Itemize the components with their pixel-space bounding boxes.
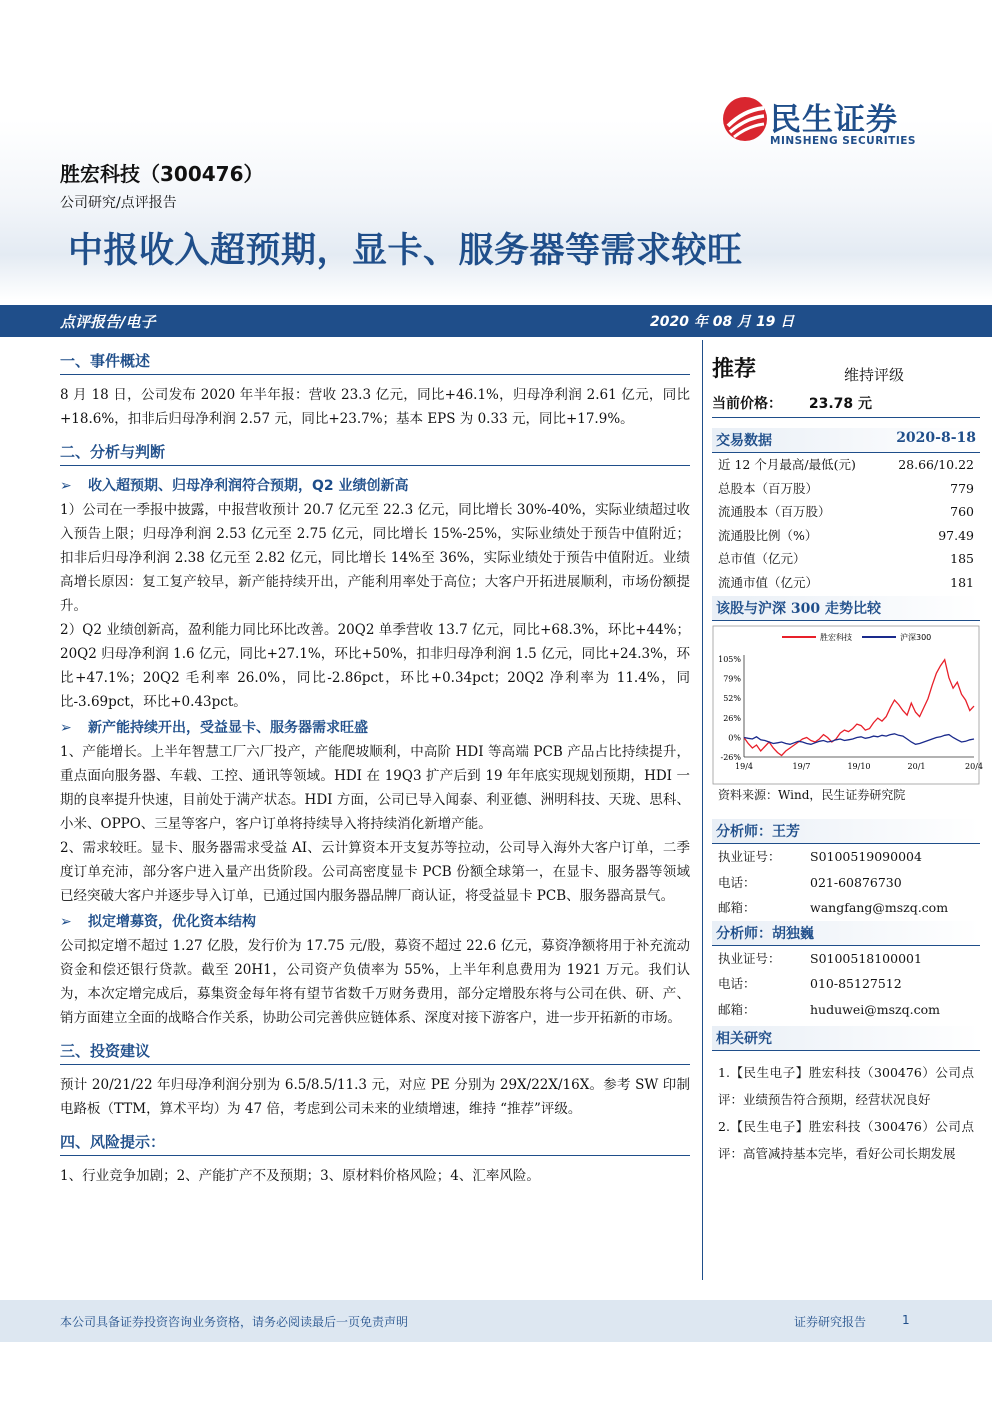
rating-block xyxy=(712,352,980,418)
trade-key: 流通股比例（%） xyxy=(718,527,818,543)
report-date: 2020 年 08 月 19 日 xyxy=(650,314,795,330)
section-event-text: 8 月 18 日，公司发布 2020 年半年报：营收 23.3 亿元，同比+46.1%，归母净利润 2.61 亿元，同比+18.6%，扣非后归母净利润 2.57 元，同比+23.7%；基本 EPS 为 0.33 元，同比+17.9%。 xyxy=(60,387,690,427)
price-value: 23.78 元 xyxy=(808,396,873,412)
related-header xyxy=(712,1026,980,1051)
trade-key: 流通股本（百万股） xyxy=(718,504,831,519)
related-item: 2.【民生电子】胜宏科技（300476）公司点评：高管减持基本完毕，看好公司长期发展 xyxy=(718,1119,974,1161)
analyst1-title: 分析师：王芳 xyxy=(716,824,800,840)
trade-row xyxy=(712,477,980,501)
related-list xyxy=(712,1059,980,1167)
trade-value: 185 xyxy=(950,551,974,566)
chart-frame xyxy=(713,626,979,784)
subheading-placement xyxy=(60,910,690,934)
contact-row xyxy=(712,971,980,997)
trade-key: 总市值（亿元） xyxy=(718,551,806,566)
contact-key: 邮箱： xyxy=(718,900,756,915)
page-number: 1 xyxy=(902,1313,910,1327)
contact-row xyxy=(712,870,980,896)
price-chart xyxy=(712,625,983,785)
contact-key: 电话： xyxy=(718,976,756,991)
trade-value: 779 xyxy=(950,480,974,496)
analyst2-header xyxy=(712,921,980,946)
section-risk-text: 1、行业竞争加剧；2、产能扩产不及预期；3、原材料价格风险；4、汇率风险。 xyxy=(60,1168,540,1184)
section-risk-title: 四、风险提示： xyxy=(60,1131,690,1156)
logo-emblem-icon xyxy=(722,96,768,142)
section-investment-title: 三、投资建议 xyxy=(60,1040,690,1065)
legend-label: 沪深300 xyxy=(900,633,932,642)
chart-source: 资料来源：Wind，民生证券研究院 xyxy=(718,788,906,802)
trade-key: 流通市值（亿元） xyxy=(718,574,819,590)
current-price xyxy=(712,393,980,413)
legend-label: 胜宏科技 xyxy=(820,633,852,642)
column-divider xyxy=(702,340,703,1280)
trade-row xyxy=(712,500,980,524)
x-tick-label: 19/10 xyxy=(847,762,871,771)
contact-value: S0100519090004 xyxy=(810,849,922,864)
arrow-bullet-icon: ➢ xyxy=(60,478,72,494)
contact-value: huduwei@mszq.com xyxy=(810,1001,940,1017)
company-logo xyxy=(722,94,952,156)
trade-row xyxy=(712,547,980,571)
paragraph-capacity: 1、产能增长。上半年智慧工厂六厂投产，产能爬坡顺利，中高阶 HDI 等高端 PCB 产品占比持续提升，重点面向服务器、车载、工控、通讯等领域。HDI 在 19Q3 扩产后到 19 年年底实现规划预期，HDI 一期的良率提升快速，目前处于满产状态。HDI 方面，公司已导入闻泰、利亚德、洲明科技、天珑、思科、小米、OPPO、三星等客户，客户订单将持续导入将持续消化新增产能。 xyxy=(60,744,690,832)
trade-row xyxy=(712,524,980,548)
y-tick-label: 26% xyxy=(723,713,741,723)
chart-header xyxy=(712,596,980,621)
contact-key: 邮箱： xyxy=(718,1001,756,1017)
paragraph-placement: 公司拟定增不超过 1.27 亿股，发行价为 17.75 元/股，募资不超过 22.6 亿元，募资净额将用于补充流动资金和偿还银行贷款。截至 20H1，公司资产负债率为 55%，上半年利息费用为 1921 万元。我们认为，本次定增完成后，募集资金每年将有望节省数千万财务费用，部分定增股东将与公司在供、研、产、销方面建立全面的战略合作关系，协助公司完善供应链体系、深度对接下游客户，进一步开拓新的市场。 xyxy=(60,938,690,1026)
contact-row xyxy=(712,946,980,972)
trade-value: 181 xyxy=(950,574,974,590)
contact-value: 010-85127512 xyxy=(810,976,902,991)
trade-data-table xyxy=(712,453,980,594)
contact-value: S0100518100001 xyxy=(810,950,922,966)
section-analysis-title: 二、分析与判断 xyxy=(60,441,690,466)
trade-data-header xyxy=(712,428,980,453)
contact-row xyxy=(712,997,980,1023)
trade-row xyxy=(712,453,980,477)
trade-key: 近 12 个月最高/最低(元) xyxy=(718,457,856,472)
contact-key: 执业证号： xyxy=(718,950,781,966)
x-tick-label: 19/4 xyxy=(735,762,753,771)
report-category: 点评报告/电子 xyxy=(60,313,156,331)
related-title: 相关研究 xyxy=(716,1031,772,1047)
trade-value: 97.49 xyxy=(938,527,974,543)
company-name: 胜宏科技（300476） xyxy=(60,162,264,186)
subheading-revenue xyxy=(60,474,690,498)
analyst1-contact xyxy=(712,844,980,921)
analyst2-contact xyxy=(712,946,980,1023)
subheading-capacity-text: 新产能持续开出，受益显卡、服务器需求旺盛 xyxy=(88,720,368,736)
x-tick-label: 20/1 xyxy=(907,762,926,771)
y-tick-label: -26% xyxy=(720,753,741,762)
rating-action: 维持评级 xyxy=(844,366,905,384)
logo-english: MINSHENG SECURITIES xyxy=(770,135,916,147)
footer-label: 证券研究报告 xyxy=(794,1315,867,1329)
analyst1-header xyxy=(712,819,980,844)
paragraph-guidance: 1）公司在一季报中披露，中报营收预计 20.7 亿元至 22.3 亿元，同比增长 30%-40%，实际业绩超过收入预告上限；归母净利润 2.53 亿元至 2.75 亿元，同比增长 15%-25%，实际业绩处于预告中值附近；扣非后归母净利润 2.38 亿元至 2.82 亿元，同比增长 14%至 36%，实际业绩处于预告中值附近。业绩高增长原因：复工复产较早，新产能持续开出，产能利用率处于高位；大客户开拓进展顺利，市场份额提升。 xyxy=(60,502,690,614)
trade-data-date: 2020-8-18 xyxy=(896,430,976,446)
footer-disclaimer: 本公司具备证券投资咨询业务资格，请务必阅读最后一页免责声明 xyxy=(60,1315,409,1329)
contact-row xyxy=(712,844,980,870)
subheading-revenue-text: 收入超预期、归母净利润符合预期，Q2 业绩创新高 xyxy=(88,478,409,494)
contact-value: 021-60876730 xyxy=(810,874,902,890)
logo-chinese: 民生证券 xyxy=(770,102,898,138)
main-column xyxy=(60,350,690,1188)
arrow-bullet-icon: ➢ xyxy=(60,914,72,930)
contact-key: 执业证号： xyxy=(718,849,781,864)
trade-data-title: 交易数据 xyxy=(716,433,772,449)
y-tick-label: 79% xyxy=(723,674,741,684)
trade-key: 总股本（百万股） xyxy=(718,480,819,496)
y-tick-label: 52% xyxy=(723,694,741,704)
analyst2-title: 分析师：胡独巍 xyxy=(716,925,814,942)
rating: 推荐 xyxy=(712,357,757,382)
y-tick-label: 0% xyxy=(728,733,741,743)
contact-row xyxy=(712,895,980,921)
contact-value: wangfang@mszq.com xyxy=(810,900,949,915)
index-line xyxy=(744,734,974,745)
x-tick-label: 20/4 xyxy=(965,762,983,771)
report-type: 公司研究/点评报告 xyxy=(60,195,177,211)
arrow-bullet-icon: ➢ xyxy=(60,720,72,736)
trade-value: 28.66/10.22 xyxy=(898,457,974,472)
related-item: 1.【民生电子】胜宏科技（300476）公司点评：业绩预告符合预期，经营状况良好 xyxy=(718,1065,974,1107)
contact-key: 电话： xyxy=(718,874,756,890)
y-tick-label: 105% xyxy=(718,655,741,664)
paragraph-q2: 2）Q2 业绩创新高，盈利能力同比环比改善。20Q2 单季营收 13.7 亿元，同比+68.3%，环比+44%；20Q2 归母净利润 1.6 亿元，同比+27.1%，环比+50%，扣非归母净利润 1.5 亿元，同比+24.3%，环比+47.1%；20Q2 毛利率 26.0%，同比-2.86pct，环比+0.34pct；20Q2 净利率为 11.4%，同比-3.69pct，环比+0.43pct。 xyxy=(60,622,690,710)
price-label: 当前价格： xyxy=(712,396,782,412)
chart-title: 该股与沪深 300 走势比较 xyxy=(716,601,881,617)
paragraph-demand: 2、需求较旺。显卡、服务器需求受益 AI、云计算资本开支复苏等拉动，公司导入海外大客户订单，二季度订单充沛，部分客户进入量产出货阶段。公司高密度显卡 PCB 份额全球第一，在显卡、服务器等领域已经突破大客户并逐步导入订单，已通过国内服务器品牌厂商认证，将受益显卡 PCB、服务器高景气。 xyxy=(60,840,690,904)
x-tick-label: 19/7 xyxy=(792,762,811,771)
subheading-capacity xyxy=(60,716,690,740)
sidebar xyxy=(712,352,983,1167)
subheading-placement-text: 拟定增募资，优化资本结构 xyxy=(88,914,256,930)
page-title: 中报收入超预期，显卡、服务器等需求较旺 xyxy=(68,231,743,271)
section-investment-text: 预计 20/21/22 年归母净利润分别为 6.5/8.5/11.3 元，对应 PE 分别为 29X/22X/16X。参考 SW 印制电路板（TTM，算术平均）为 47 倍，考虑到公司未来的业绩增速，维持 “推荐”评级。 xyxy=(60,1077,690,1117)
stock-line xyxy=(744,660,974,756)
price-chart-svg xyxy=(712,625,983,785)
section-event-title: 一、事件概述 xyxy=(60,350,690,375)
trade-row xyxy=(712,571,980,595)
trade-value: 760 xyxy=(950,504,974,519)
